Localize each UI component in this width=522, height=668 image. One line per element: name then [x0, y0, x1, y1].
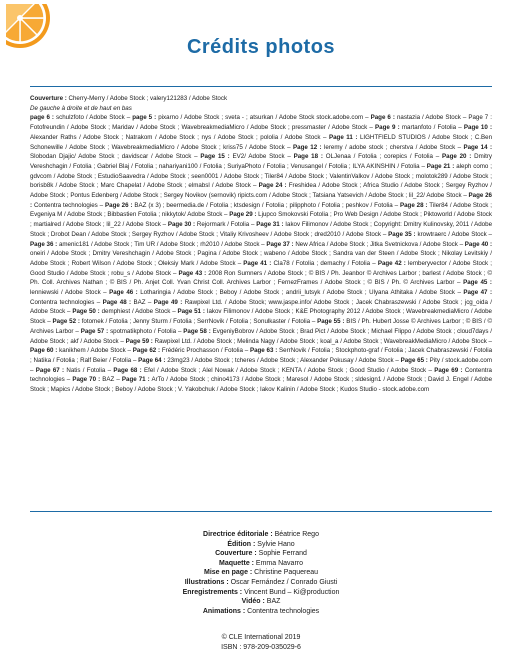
credit-text: Pity / stock.adobe.com – — [30, 356, 492, 374]
team-role-label: Vidéo : — [241, 598, 265, 606]
credit-text: Rawpixel Ltd. / Adobe Stock; www.jaspe.info/ Adobe Stock ; Jacek Chabraszewski / Adobe Stock ; jcg_oida / Adobe Stock – — [30, 298, 492, 316]
isbn-text: ISBN : 978-209-035029-6 — [221, 643, 301, 651]
credit-text: 23mg23 / Adobe Stock ; tcheres / Adobe Stock ; Alexander Pokusay / Adobe Stock – — [165, 356, 401, 364]
credit-page-label: Page 36 : — [30, 240, 58, 248]
credit-page-label: Page 48 : — [102, 298, 132, 306]
credit-text: nastazia / Adobe Stock – Page 7 : Fotofreundin / Adobe Stock ; Maridav / Adobe Stock ; WavebreakmediaMicro / Adobe Stock ; pressmaster / Adobe Stock – — [30, 114, 492, 132]
team-row — [0, 559, 522, 569]
credit-text: spotmatikphoto / Fotolia – — [108, 327, 184, 335]
credit-page-label: Page 71 : — [121, 376, 150, 384]
credit-page-label: Page 9 : — [375, 124, 400, 132]
photo-credits-block — [30, 94, 492, 395]
team-role-label: Enregistrements : — [182, 588, 243, 596]
credit-text: Efel / Adobe Stock ; Alel Nowak / Adobe Stock ; KENTA / Adobe Stock ; Good Studio / Adobe Stock – — [141, 366, 435, 374]
credit-page-label: Page 21 : — [426, 162, 455, 170]
credit-page-label: Page 15 : — [200, 153, 230, 161]
credit-page-label: Page 6 : — [370, 114, 395, 122]
credit-text: fotomek / Fotolia ; Jenny Sturm / Fotolia ; SerrNovik / Fotolia ; Sonulkaster / Fotolia – — [79, 318, 318, 326]
credit-text: Rawpixel Ltd. / Adobe Stock ; Melinda Nagy / Adobe Stock ; koal_a / Adobe Stock ; WavebreakMediaMicro / Adobe Stock – — [152, 337, 492, 345]
credit-page-label: Page 50 : — [72, 308, 100, 316]
credit-text: lemberyvector / Adobe Stock ; Good Studio / Adobe Stock ; robu_s / Adobe Stock – — [30, 259, 492, 277]
credit-text: lenniewski / Adobe Stock – — [30, 289, 110, 297]
credit-text: martanfoto / Fotolia – — [399, 124, 464, 132]
bottom-divider — [30, 511, 492, 512]
team-member-name: Sophie Ferrand — [256, 550, 307, 558]
cover-credit-label: Couverture : — [30, 95, 67, 102]
credit-text: Contentra technologies – — [32, 201, 105, 209]
credit-page-label: Page 59 : — [125, 337, 153, 345]
credit-text: Natis / Fotolia – — [64, 366, 114, 374]
cover-credit-line — [30, 94, 492, 104]
credit-page-label: Page 18 : — [293, 153, 323, 161]
credit-page-label: Page 37 : — [266, 240, 294, 248]
credit-page-label: Page 29 : — [229, 211, 257, 219]
credit-page-label: Page 52 : — [52, 318, 80, 326]
credit-page-label: Page 20 : — [442, 153, 472, 161]
credit-page-label: Page 28 : — [399, 201, 428, 209]
credit-text: kanikhem / Adobe Stock – — [57, 347, 133, 355]
editorial-team — [0, 530, 522, 616]
credit-text: Iakov Filimonov / Adobe Stock ; Copyright: Dmitry Kulinovsky, 2011 / Adobe Stock ; Drobot Dean / Adobe Stock ; Sergey Ryzhov / Adobe Stock ; Vitaliy Krivosheev / Adobe Stock ; dred2010 / Adobe Stock – — [30, 221, 493, 238]
credit-page-label: Page 14 : — [463, 143, 493, 151]
credit-page-label: Page 35 : — [388, 230, 416, 238]
credit-page-label: Page 43 : — [178, 269, 207, 277]
credit-text: OLJenaa / Fotolia ; corepics / Fotolia – — [322, 153, 442, 161]
team-role-label: Directrice éditoriale : — [203, 531, 273, 538]
credit-page-label: Page 40 : — [464, 240, 493, 248]
team-row — [0, 578, 522, 588]
team-role-label: Illustrations : — [184, 578, 229, 586]
team-member-name: Christine Paquereau — [252, 569, 318, 577]
credit-page-label: Page 60 : — [30, 347, 58, 355]
credit-text: Ljupco Smokovski Fotolia ; Pro Web Design / Adobe Stock ; Piktoworld / Adobe Stock ; martialred / Adobe Stock ; lil_22 / Adobe Stock – — [30, 211, 492, 229]
credit-page-label: Page 24 : — [258, 182, 287, 190]
credit-text: Cla78 / Fotolia ; demachy / Fotolia – — [271, 259, 378, 267]
team-row — [0, 597, 522, 607]
team-row — [0, 530, 522, 540]
credit-text: amenic181 / Adobe Stock ; Tim UR / Adobe Stock ; rh2010 / Adobe Stock – — [57, 240, 267, 248]
top-divider — [30, 86, 492, 87]
credit-text: LIGHTFIELD STUDIOS / Adobe Stock ; C.Ben Schonewille / Adobe Stock ; WavebreakmediaMicro / Adobe Stock ; kriss75 / Adobe Stock – — [30, 133, 493, 151]
credit-text: 2008 Ron Sumners / Adobe Stock ; © BIS / Ph. Jeanbor © Archives Larbor ; barlest / Adobe Stock ; © Ph. Coll. Archives Nathan ; © BIS / Ph. Anjet Coll. Yvan Christ Coll. Archives Larbor ; FernezFrames / Adobe Stock ; © BIS / Ph. © Archives Larbor – — [30, 269, 493, 287]
credit-text: Frédéric Prochasson / Fotolia – — [160, 347, 250, 355]
credit-text: Rejormark / Fotolia – — [195, 221, 257, 229]
credit-order-note-text: De gauche à droite et de haut en bas — [30, 104, 132, 112]
credit-text: EvgeniyBobrov / Adobe Stock ; Brad Pict / Adobe Stock ; Michael Flippo / Adobe Stock ; cloud7days / Adobe Stock ; akf / Adobe Stock – — [30, 327, 493, 345]
credit-page-label: Page 57 : — [80, 327, 109, 335]
credit-page-label: Page 10 : — [463, 124, 493, 132]
credit-text: leremy / adobe stock ; cherstva / Adobe Stock – — [321, 143, 464, 151]
credit-text: demphiest / Adobe Stock – — [99, 308, 178, 316]
team-row — [0, 549, 522, 559]
team-row — [0, 607, 522, 617]
credit-text: Dmitry Vereshchagin / Fotolia ; Gabriel Blaj / Fotolia ; nahariyani100 / Fotolia ; SuriyaPhoto / Fotolia ; Venusangel / Fotolia ; ILYA AKINSHIN / Fotolia – — [30, 153, 492, 170]
credit-text: Contentra technologies – — [30, 298, 103, 306]
credit-page-label: Page 45 : — [463, 279, 492, 287]
credit-page-label: Page 69 : — [434, 366, 463, 374]
credit-text: schulzfoto / Adobe Stock – — [54, 114, 133, 122]
credit-text: BAZ (x 3) ; beermedia.de / Fotolia ; ktsdesign / Fotolia ; pilipphoto / Fotolia ; peshkov / Fotolia – — [132, 201, 400, 209]
credit-order-note — [30, 104, 492, 114]
credit-text: Freshidea / Adobe Stock ; Africa Studio / Adobe Stock ; Sergey Ryzhov / Adobe Stock ; Pontus Edenberg / Adobe Stock ; Sergey Novikov (sernovik) ripicts.com / Adobe Stock ; Tatsiana Yatsevich / Adobe Stock ; lil_22/ Adobe Stock – — [30, 182, 492, 200]
colophon — [0, 633, 522, 652]
credit-text: BAZ – — [100, 376, 122, 384]
credit-page-label: Page 26 : — [105, 201, 133, 209]
team-role-label: Couverture : — [215, 550, 257, 558]
credit-page-label: Page 68 : — [113, 366, 142, 374]
credit-text: BAZ – — [131, 298, 154, 306]
credit-page-label: Page 67 : — [35, 366, 65, 374]
cover-credit-text: Cherry-Merry / Adobe Stock ; valery121283 / Adobe Stock — [66, 95, 228, 102]
credit-page-label: page 5 : — [132, 114, 157, 122]
credit-text: New Africa / Adobe Stock ; Jitka Svetnickova / Adobe Stock – — [293, 240, 465, 248]
team-row — [0, 540, 522, 550]
team-member-name: Emma Navarro — [253, 559, 303, 567]
team-role-label: Édition : — [227, 540, 256, 548]
credit-page-label: Page 64 : — [138, 356, 166, 364]
credit-text: Contentra technologies – — [30, 366, 493, 384]
credit-page-label: Page 62 : — [132, 347, 161, 355]
credit-page-label: Page 47 : — [463, 289, 493, 297]
credit-text: Alexander Raths / Adobe Stock ; Natrakom / Adobe Stock ; nys / Adobe Stock ; pololia / Adobe Stock – — [30, 133, 329, 141]
credit-page-label: Page 30 : — [167, 221, 196, 229]
team-row — [0, 568, 522, 578]
credit-text: Iakov Filimonov / Adobe Stock ; K&E Photography 2012 / Adobe Stock ; WavebreakmediaMicro / Adobe Stock – — [30, 308, 492, 326]
credit-page-label: Page 58 : — [183, 327, 211, 335]
credit-page-label: Page 63 : — [249, 347, 278, 355]
team-role-label: Mise en page : — [204, 569, 253, 577]
credit-page-label: Page 70 : — [72, 376, 101, 384]
credit-text: BIS / Ph. Hubert Josse © Archives Larbor ; © BIS / © Archives Larbor – — [30, 318, 493, 335]
team-member-name: Oscar Fernández / Conrado Giusti — [228, 578, 338, 586]
credit-page-label: Page 46 : — [109, 289, 138, 297]
credit-page-label: Page 65 : — [400, 356, 428, 364]
team-member-name: Béatrice Rego — [272, 531, 319, 538]
credit-text: SerrNovik / Fotolia ; Stockphoto-graf / Fotolia ; Jacek Chabraszewski / Fotolia ; Natika / Fotolia ; Ralf Beier / Fotolia – — [30, 347, 493, 364]
credit-text: aleph como ; gdvcom / Adobe Stock ; EstudioSaavedra / Adobe Stock ; seen0001 / Adobe Stock ; Tiler84 / Adobe Stock ; ValentinValkov / Adobe Stock ; molotok289 / Adobe Stock ; borisb8k / Adobe Stock ; Marc Chapelat / Adobe Stock ; elmabsl / Adobe Stock – — [30, 162, 492, 190]
credit-page-label: Page 42 : — [377, 259, 406, 267]
credit-page-label: Page 51 : — [177, 308, 205, 316]
team-member-name: Vincent Bund – Ki@production — [242, 588, 340, 596]
team-role-label: Animations : — [202, 607, 246, 615]
team-row — [0, 588, 522, 598]
credit-text: Slobodan Djajic/ Adobe Stock ; davidscar / Adobe Stock – — [30, 153, 201, 161]
credit-text: EV2/ Adobe Stock – — [229, 153, 294, 161]
credit-text: krowtraerc / Adobe Stock – — [415, 230, 492, 238]
credit-entries — [30, 113, 492, 394]
credit-text: pixarno / Adobe Stock ; sveta - ; atsurkan / Adobe Stock stock.adobe.com – — [156, 114, 371, 122]
credit-page-label: Page 11 : — [328, 133, 358, 141]
credit-page-label: page 6 : — [30, 114, 54, 122]
credit-page-label: Page 26 : — [30, 192, 492, 209]
credit-text: ArTo / Adobe Stock ; chino4173 / Adobe Stock ; Maresol / Adobe Stock ; sldesign1 / Adobe Stock ; David J. Engel / Adobe Stock ; Mapics / Adobe Stock ; Beboy / Adobe Stock ; V. Yakobchuk / Adobe Stock ; Iakov Kalinin / Adobe Stock ; Kudos Studio - stock.adobe.com — [30, 376, 493, 394]
credit-page-label: Page 41 : — [243, 259, 272, 267]
copyright-text: © CLE International 2019 — [221, 634, 301, 641]
team-member-name: BAZ — [264, 598, 281, 606]
credit-page-label: Page 49 : — [153, 298, 183, 306]
credit-text: oneiri / Adobe Stock ; Dmitry Vereshchagin / Adobe Stock ; Pagina / Adobe Stock ; wabeno / Adobe Stock ; Sandra van der Steen / Adobe Stock ; Nikolay Levitskiy / Adobe Stock ; Robert Wilson / Adobe Stock ; Oleksiy Mark / Adobe Stock – — [30, 250, 492, 267]
credit-page-label: Page 12 : — [293, 143, 322, 151]
credit-page-label: Page 55 : — [317, 318, 345, 326]
page-title: Crédits photos — [186, 36, 336, 58]
team-role-label: Maquette : — [218, 559, 254, 567]
credit-page-label: Page 31 : — [256, 221, 284, 229]
credit-text: Lotharingia / Adobe Stock ; Beboy / Adobe Stock ; andrii_lutsyk / Adobe Stock ; Ulyana Athitaka / Adobe Stock – — [137, 289, 464, 297]
credit-text: Tiler84 / Adobe Stock ; Evgeniya M / Adobe Stock ; Bibbastien Fotolia ; nikkytok/ Adobe Stock – — [30, 201, 492, 219]
team-member-name: Sylvie Hano — [255, 540, 295, 548]
team-member-name: Contentra technologies — [245, 607, 320, 615]
